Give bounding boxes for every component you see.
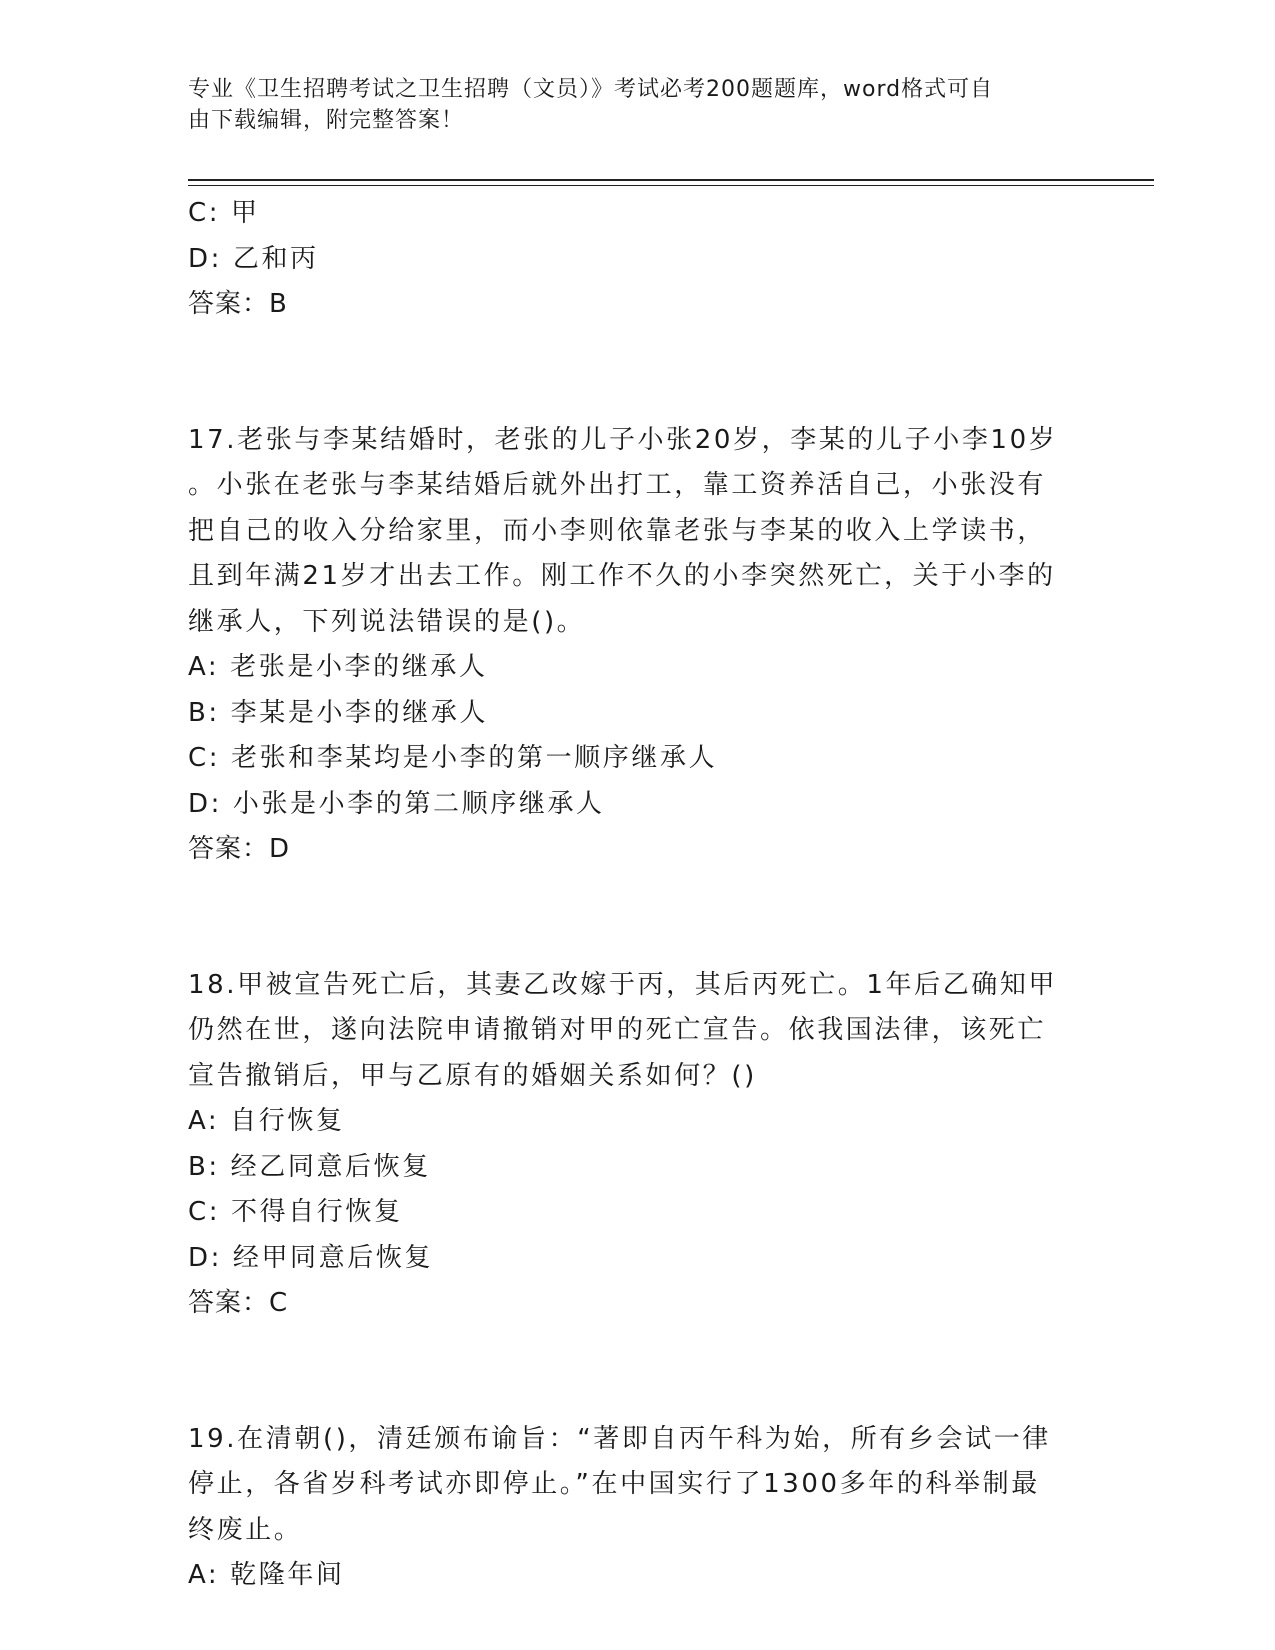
question-stem <box>188 963 1078 1100</box>
header-divider-thick <box>188 179 1154 181</box>
header-divider-thin <box>188 185 1154 186</box>
option-a: A: 老张是小李的继承人 <box>188 652 488 682</box>
option-c: C: 老张和李某均是小李的第一顺序继承人 <box>188 743 718 773</box>
option-d: D: 小张是小李的第二顺序继承人 <box>188 788 605 819</box>
question-spacer <box>188 1327 1078 1417</box>
stem-line: 终废止。 <box>188 1514 303 1545</box>
question-list <box>188 191 1078 1599</box>
previous-question-tail <box>188 191 1078 328</box>
answer-line: 答案：B <box>188 289 288 319</box>
document-header <box>188 74 1088 136</box>
option-b: B: 经乙同意后恢复 <box>188 1151 431 1182</box>
option-d: D: 乙和丙 <box>188 243 319 274</box>
option-b: B: 李某是小李的继承人 <box>188 697 489 728</box>
stem-line: 17.老张与李某结婚时，老张的儿子小张20岁，李某的儿子小李10岁 <box>188 424 1058 455</box>
question-stem <box>188 418 1078 646</box>
question-18 <box>188 963 1078 1327</box>
stem-line: 仍然在世，遂向法院申请撤销对甲的死亡宣告。依我国法律，该死亡 <box>188 1015 1047 1045</box>
stem-line: 且到年满21岁才出去工作。刚工作不久的小李突然死亡，关于小李的 <box>188 561 1056 591</box>
answer-line: 答案：D <box>188 834 291 864</box>
stem-line: 18.甲被宣告死亡后，其妻乙改嫁于丙，其后丙死亡。1年后乙确知甲 <box>188 969 1058 1000</box>
header-line-2: 由下载编辑，附完整答案！ <box>188 108 465 133</box>
question-stem <box>188 1417 1078 1554</box>
option-a: A: 自行恢复 <box>188 1106 345 1136</box>
stem-line: 停止，各省岁科考试亦即停止。”在中国实行了1300多年的科举制最 <box>188 1469 1040 1499</box>
answer-line: 答案：C <box>188 1288 289 1318</box>
option-c: C: 甲 <box>188 198 260 228</box>
question-spacer <box>188 873 1078 963</box>
stem-line: 19.在清朝()，清廷颁布谕旨：“著即自丙午科为始，所有乡会试一律 <box>188 1423 1051 1454</box>
stem-line: 继承人，下列说法错误的是()。 <box>188 606 586 637</box>
option-a: A: 乾隆年间 <box>188 1560 345 1590</box>
header-line-1: 专业《卫生招聘考试之卫生招聘（文员）》考试必考200题题库，word格式可自 <box>188 77 994 102</box>
stem-line: 宣告撤销后，甲与乙原有的婚姻关系如何？() <box>188 1060 757 1091</box>
stem-line: 。小张在老张与李某结婚后就外出打工，靠工资养活自己，小张没有 <box>188 470 1047 500</box>
question-spacer <box>188 328 1078 418</box>
stem-line: 把自己的收入分给家里，而小李则依靠老张与李某的收入上学读书， <box>188 515 1047 546</box>
option-c: C: 不得自行恢复 <box>188 1197 403 1227</box>
option-d: D: 经甲同意后恢复 <box>188 1242 434 1273</box>
question-17 <box>188 418 1078 873</box>
question-19 <box>188 1417 1078 1599</box>
